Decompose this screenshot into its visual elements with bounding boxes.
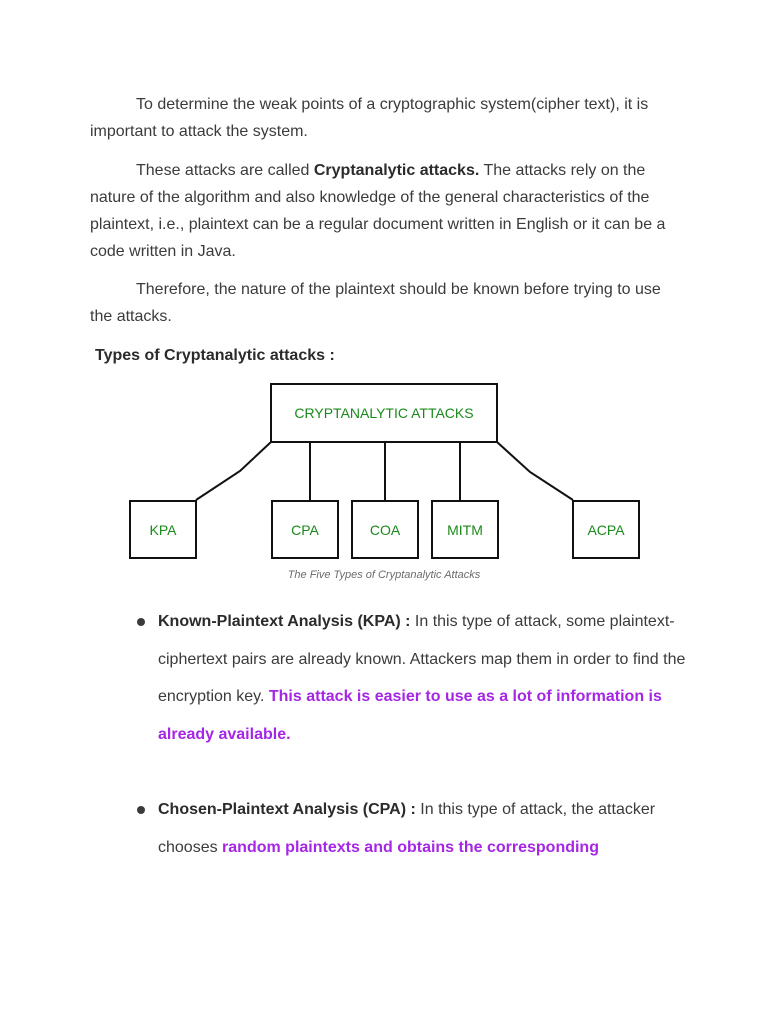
- kpa-text: In this type of attack, some plaintext-ciphertext pairs are already known. Attackers map them in order to find the encryption key.: [158, 613, 686, 705]
- coa-label: COA: [369, 522, 401, 538]
- acpa-label: ACPA: [587, 522, 625, 538]
- connector-kpa: [196, 442, 271, 500]
- kpa-highlight: This attack is easier to use as a lot of information is already available.: [158, 688, 662, 743]
- cpa-text: In this type of attack, the attacker chooses: [158, 801, 656, 856]
- connector-acpa: [497, 442, 573, 500]
- p2-start: These attacks are called: [136, 162, 314, 179]
- bullet-dot: [137, 806, 145, 814]
- cryptanalytic-attacks-term: Cryptanalytic attacks.: [313, 162, 480, 179]
- kpa-title: Known-Plaintext Analysis (KPA) :: [158, 613, 411, 630]
- nature-paragraph: Therefore, the nature of the plaintext should be known before trying to use the attacks.: [90, 281, 661, 325]
- intro-paragraph: To determine the weak points of a cryptographic system(cipher text), it is important to attack the system.: [90, 96, 649, 140]
- cpa-bullet: [158, 791, 698, 866]
- kpa-label: KPA: [149, 522, 177, 538]
- kpa-bullet: [158, 603, 698, 753]
- cpa-highlight: random plaintexts and obtains the corresponding: [222, 838, 599, 856]
- cpa-title: Chosen-Plaintext Analysis (CPA) :: [158, 801, 416, 818]
- bullet-dot: [137, 618, 145, 626]
- mitm-label: MITM: [447, 522, 483, 538]
- diagram-caption: The Five Types of Cryptanalytic Attacks: [287, 569, 481, 581]
- p2-rest: The attacks rely on the nature of the algorithm and also knowledge of the general characteristics of the plaintext, i.e., plaintext can be a regular document written in English or it can be a code written in Java.: [90, 162, 666, 260]
- cpa-label: CPA: [291, 522, 319, 538]
- types-heading: Types of Cryptanalytic attacks :: [95, 347, 335, 364]
- root-label: CRYPTANALYTIC ATTACKS: [294, 405, 474, 421]
